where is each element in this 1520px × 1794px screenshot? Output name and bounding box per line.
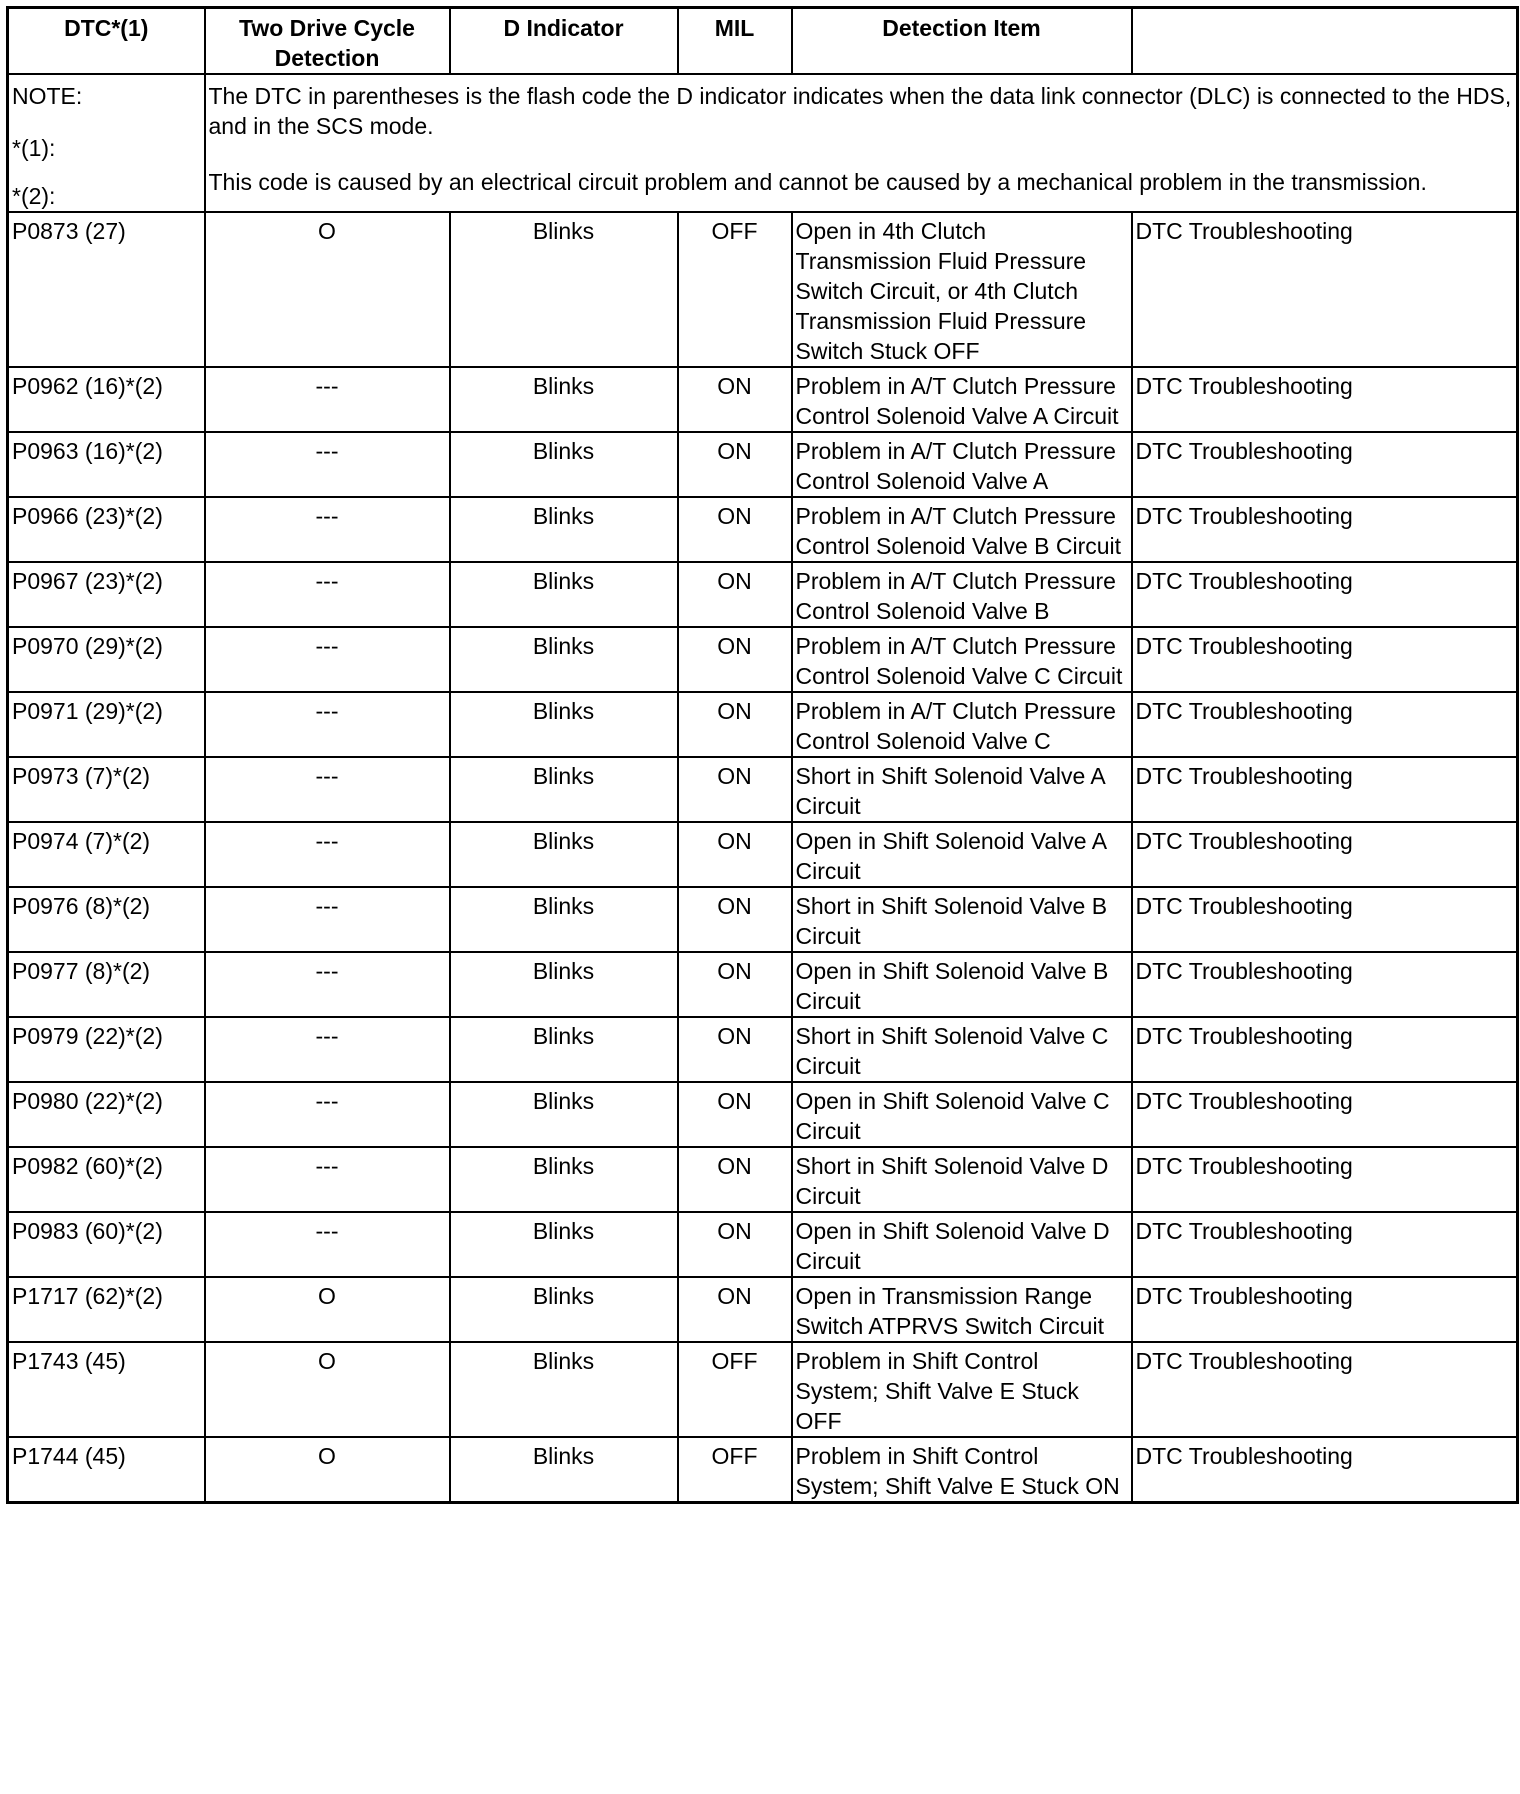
d-indicator-cell: Blinks [450, 1147, 678, 1212]
note-text-2: This code is caused by an electrical circuit problem and cannot be caused by a mechanical problem in the transmission. [208, 169, 1427, 195]
mil-cell: ON [678, 1147, 792, 1212]
table-row [8, 497, 1518, 562]
d-indicator-cell: Blinks [450, 1277, 678, 1342]
table-row [8, 562, 1518, 627]
two-drive-cycle-cell: O [205, 1437, 450, 1503]
note-text-1: The DTC in parentheses is the flash code the D indicator indicates when the data link connector (DLC) is connected to the HDS, and in the SCS mode. [208, 83, 1512, 139]
detection-item-cell: Problem in A/T Clutch Pressure Control Solenoid Valve C [792, 692, 1132, 757]
detection-item-cell: Problem in A/T Clutch Pressure Control Solenoid Valve A [792, 432, 1132, 497]
troubleshooting-link[interactable]: DTC Troubleshooting [1132, 1342, 1518, 1437]
dtc-code-cell: P1744 (45) [8, 1437, 205, 1503]
two-drive-cycle-cell: --- [205, 887, 450, 952]
mil-cell: ON [678, 1017, 792, 1082]
table-row [8, 952, 1518, 1017]
header-d-indicator: D Indicator [450, 8, 678, 75]
table-row [8, 367, 1518, 432]
detection-item-cell: Open in Shift Solenoid Valve A Circuit [792, 822, 1132, 887]
dtc-code-cell: P0979 (22)*(2) [8, 1017, 205, 1082]
detection-item-cell: Open in Shift Solenoid Valve B Circuit [792, 952, 1132, 1017]
header-mil: MIL [678, 8, 792, 75]
mil-cell: ON [678, 562, 792, 627]
dtc-code-cell: P0873 (27) [8, 212, 205, 367]
d-indicator-cell: Blinks [450, 1437, 678, 1503]
table-row [8, 212, 1518, 367]
note-label-1: *(1): [12, 135, 56, 161]
header-blank [1132, 8, 1518, 75]
d-indicator-cell: Blinks [450, 562, 678, 627]
header-row [8, 8, 1518, 75]
two-drive-cycle-cell: --- [205, 497, 450, 562]
troubleshooting-link[interactable]: DTC Troubleshooting [1132, 822, 1518, 887]
d-indicator-cell: Blinks [450, 822, 678, 887]
detection-item-cell: Problem in Shift Control System; Shift Valve E Stuck ON [792, 1437, 1132, 1503]
two-drive-cycle-cell: --- [205, 822, 450, 887]
troubleshooting-link[interactable]: DTC Troubleshooting [1132, 432, 1518, 497]
troubleshooting-link[interactable]: DTC Troubleshooting [1132, 367, 1518, 432]
troubleshooting-link[interactable]: DTC Troubleshooting [1132, 497, 1518, 562]
header-dtc: DTC*(1) [8, 8, 205, 75]
table-row [8, 1082, 1518, 1147]
troubleshooting-link[interactable]: DTC Troubleshooting [1132, 1017, 1518, 1082]
dtc-code-cell: P0974 (7)*(2) [8, 822, 205, 887]
two-drive-cycle-cell: --- [205, 367, 450, 432]
detection-item-cell: Problem in A/T Clutch Pressure Control Solenoid Valve B [792, 562, 1132, 627]
detection-item-cell: Problem in A/T Clutch Pressure Control Solenoid Valve C Circuit [792, 627, 1132, 692]
dtc-code-cell: P0966 (23)*(2) [8, 497, 205, 562]
troubleshooting-link[interactable]: DTC Troubleshooting [1132, 757, 1518, 822]
table-row [8, 1147, 1518, 1212]
d-indicator-cell: Blinks [450, 952, 678, 1017]
table-row [8, 1017, 1518, 1082]
dtc-code-cell: P1717 (62)*(2) [8, 1277, 205, 1342]
two-drive-cycle-cell: --- [205, 627, 450, 692]
dtc-code-cell: P1743 (45) [8, 1342, 205, 1437]
d-indicator-cell: Blinks [450, 887, 678, 952]
detection-item-cell: Problem in A/T Clutch Pressure Control Solenoid Valve A Circuit [792, 367, 1132, 432]
dtc-code-cell: P0980 (22)*(2) [8, 1082, 205, 1147]
two-drive-cycle-cell: --- [205, 1212, 450, 1277]
detection-item-cell: Open in Shift Solenoid Valve C Circuit [792, 1082, 1132, 1147]
dtc-code-cell: P0977 (8)*(2) [8, 952, 205, 1017]
mil-cell: ON [678, 1277, 792, 1342]
mil-cell: ON [678, 952, 792, 1017]
header-detection-item: Detection Item [792, 8, 1132, 75]
d-indicator-cell: Blinks [450, 432, 678, 497]
table-row [8, 692, 1518, 757]
dtc-code-cell: P0970 (29)*(2) [8, 627, 205, 692]
d-indicator-cell: Blinks [450, 627, 678, 692]
d-indicator-cell: Blinks [450, 1017, 678, 1082]
mil-cell: OFF [678, 1437, 792, 1503]
note-label: NOTE: [12, 83, 83, 109]
table-row [8, 627, 1518, 692]
mil-cell: ON [678, 432, 792, 497]
detection-item-cell: Open in Transmission Range Switch ATPRVS Switch Circuit [792, 1277, 1132, 1342]
table-row [8, 1212, 1518, 1277]
detection-item-cell: Short in Shift Solenoid Valve B Circuit [792, 887, 1132, 952]
two-drive-cycle-cell: --- [205, 1017, 450, 1082]
d-indicator-cell: Blinks [450, 1082, 678, 1147]
note-labels [8, 74, 205, 212]
troubleshooting-link[interactable]: DTC Troubleshooting [1132, 627, 1518, 692]
dtc-code-cell: P0983 (60)*(2) [8, 1212, 205, 1277]
d-indicator-cell: Blinks [450, 1212, 678, 1277]
detection-item-cell: Short in Shift Solenoid Valve D Circuit [792, 1147, 1132, 1212]
detection-item-cell: Open in 4th Clutch Transmission Fluid Pressure Switch Circuit, or 4th Clutch Transmission Fluid Pressure Switch Stuck OFF [792, 212, 1132, 367]
mil-cell: ON [678, 887, 792, 952]
table-row [8, 822, 1518, 887]
mil-cell: ON [678, 757, 792, 822]
table-row [8, 1437, 1518, 1503]
two-drive-cycle-cell: --- [205, 692, 450, 757]
two-drive-cycle-cell: --- [205, 562, 450, 627]
mil-cell: ON [678, 627, 792, 692]
note-label-2: *(2): [12, 183, 56, 209]
note-text [205, 74, 1518, 212]
dtc-code-cell: P0982 (60)*(2) [8, 1147, 205, 1212]
mil-cell: ON [678, 497, 792, 562]
dtc-table [6, 6, 1519, 1504]
detection-item-cell: Short in Shift Solenoid Valve C Circuit [792, 1017, 1132, 1082]
table-row [8, 757, 1518, 822]
dtc-code-cell: P0967 (23)*(2) [8, 562, 205, 627]
troubleshooting-link[interactable]: DTC Troubleshooting [1132, 692, 1518, 757]
mil-cell: OFF [678, 1342, 792, 1437]
troubleshooting-link[interactable]: DTC Troubleshooting [1132, 1147, 1518, 1212]
troubleshooting-link[interactable]: DTC Troubleshooting [1132, 562, 1518, 627]
detection-item-cell: Open in Shift Solenoid Valve D Circuit [792, 1212, 1132, 1277]
troubleshooting-link[interactable]: DTC Troubleshooting [1132, 1277, 1518, 1342]
two-drive-cycle-cell: O [205, 212, 450, 367]
two-drive-cycle-cell: O [205, 1277, 450, 1342]
header-two-drive-cycle-text: Two Drive Cycle Detection [239, 15, 415, 71]
two-drive-cycle-cell: --- [205, 432, 450, 497]
troubleshooting-link[interactable]: DTC Troubleshooting [1132, 887, 1518, 952]
dtc-code-cell: P0973 (7)*(2) [8, 757, 205, 822]
troubleshooting-link[interactable]: DTC Troubleshooting [1132, 212, 1518, 367]
two-drive-cycle-cell: O [205, 1342, 450, 1437]
table-row [8, 1342, 1518, 1437]
two-drive-cycle-cell: --- [205, 757, 450, 822]
two-drive-cycle-cell: --- [205, 952, 450, 1017]
detection-item-cell: Short in Shift Solenoid Valve A Circuit [792, 757, 1132, 822]
header-two-drive-cycle [205, 8, 450, 75]
d-indicator-cell: Blinks [450, 757, 678, 822]
d-indicator-cell: Blinks [450, 1342, 678, 1437]
table-row [8, 887, 1518, 952]
dtc-code-cell: P0963 (16)*(2) [8, 432, 205, 497]
mil-cell: ON [678, 822, 792, 887]
dtc-code-cell: P0962 (16)*(2) [8, 367, 205, 432]
mil-cell: ON [678, 1212, 792, 1277]
detection-item-cell: Problem in Shift Control System; Shift Valve E Stuck OFF [792, 1342, 1132, 1437]
note-row [8, 74, 1518, 212]
detection-item-cell: Problem in A/T Clutch Pressure Control Solenoid Valve B Circuit [792, 497, 1132, 562]
two-drive-cycle-cell: --- [205, 1147, 450, 1212]
mil-cell: ON [678, 692, 792, 757]
troubleshooting-link[interactable]: DTC Troubleshooting [1132, 1212, 1518, 1277]
d-indicator-cell: Blinks [450, 212, 678, 367]
dtc-table-container [6, 6, 1516, 1504]
mil-cell: ON [678, 1082, 792, 1147]
table-row [8, 432, 1518, 497]
mil-cell: OFF [678, 212, 792, 367]
d-indicator-cell: Blinks [450, 367, 678, 432]
two-drive-cycle-cell: --- [205, 1082, 450, 1147]
troubleshooting-link[interactable]: DTC Troubleshooting [1132, 1437, 1518, 1503]
table-row [8, 1277, 1518, 1342]
mil-cell: ON [678, 367, 792, 432]
d-indicator-cell: Blinks [450, 692, 678, 757]
troubleshooting-link[interactable]: DTC Troubleshooting [1132, 1082, 1518, 1147]
dtc-code-cell: P0976 (8)*(2) [8, 887, 205, 952]
dtc-code-cell: P0971 (29)*(2) [8, 692, 205, 757]
troubleshooting-link[interactable]: DTC Troubleshooting [1132, 952, 1518, 1017]
d-indicator-cell: Blinks [450, 497, 678, 562]
